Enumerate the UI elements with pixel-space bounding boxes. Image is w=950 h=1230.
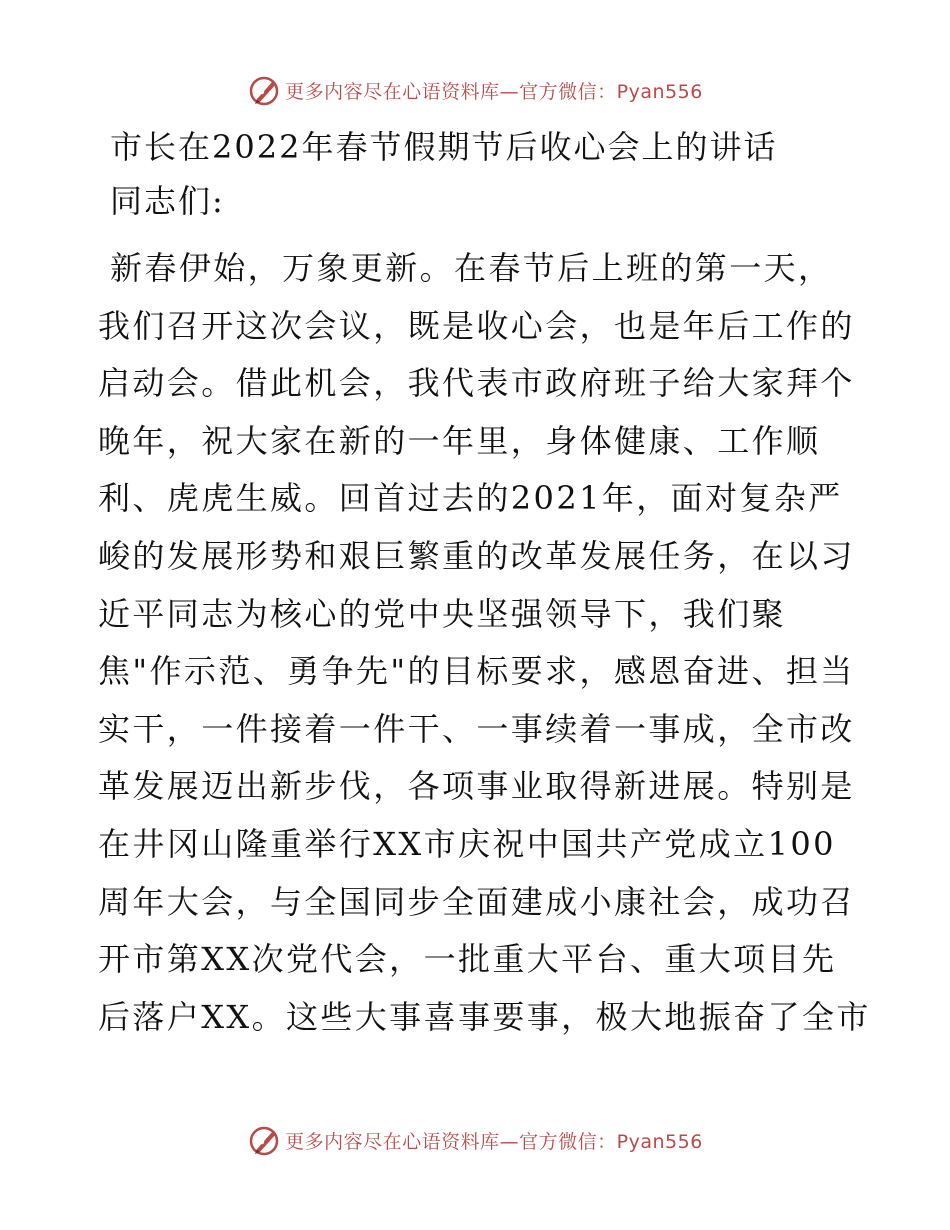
footer-watermark bbox=[0, 1120, 950, 1160]
watermark-text: 更多内容尽在心语资料库—官方微信：Pyan556 bbox=[285, 80, 703, 103]
header-watermark bbox=[0, 70, 950, 110]
text-line: 启动会。借此机会，我代表市政府班子给大家拜个 bbox=[98, 364, 855, 403]
text-line: 新春伊始，万象更新。在春节后上班的第一天， bbox=[110, 249, 833, 287]
text-line: 开市第XX次党代会，一批重大平台、重大项目先 bbox=[98, 940, 837, 979]
text-line: 后落户XX。这些大事喜事要事，极大地振奋了全市 bbox=[98, 997, 871, 1036]
text-line: 近平同志为核心的党中央坚强领导下，我们聚 bbox=[98, 594, 787, 633]
text-line: 利、虎虎生威。回首过去的2021年，面对复杂严 bbox=[98, 479, 843, 518]
watermark-text: 更多内容尽在心语资料库—官方微信：Pyan556 bbox=[285, 1130, 703, 1153]
text-line: 在井冈山隆重举行XX市庆祝中国共产党成立100 bbox=[98, 824, 836, 863]
text-line: 实干，一件接着一件干、一事续着一事成，全市改 bbox=[98, 709, 855, 748]
pen-logo-icon bbox=[247, 73, 281, 107]
salutation: 同志们: bbox=[110, 182, 225, 220]
text-line: 峻的发展形势和艰巨繁重的改革发展任务，在以习 bbox=[98, 536, 855, 575]
text-line: 革发展迈出新步伐，各项事业取得新进展。特别是 bbox=[98, 767, 855, 806]
text-line: 焦"作示范、勇争先"的目标要求，感恩奋进、担当 bbox=[98, 652, 855, 691]
pen-logo-icon bbox=[247, 1123, 281, 1157]
text-line: 晚年，祝大家在新的一年里，身体健康、工作顺 bbox=[98, 421, 821, 460]
body-paragraph bbox=[98, 240, 871, 1046]
text-line: 周年大会，与全国同步全面建成小康社会，成功召 bbox=[98, 882, 855, 921]
document-title: 市长在2022年春节假期节后收心会上的讲话 bbox=[110, 128, 778, 166]
text-line: 我们召开这次会议，既是收心会，也是年后工作的 bbox=[98, 306, 855, 345]
